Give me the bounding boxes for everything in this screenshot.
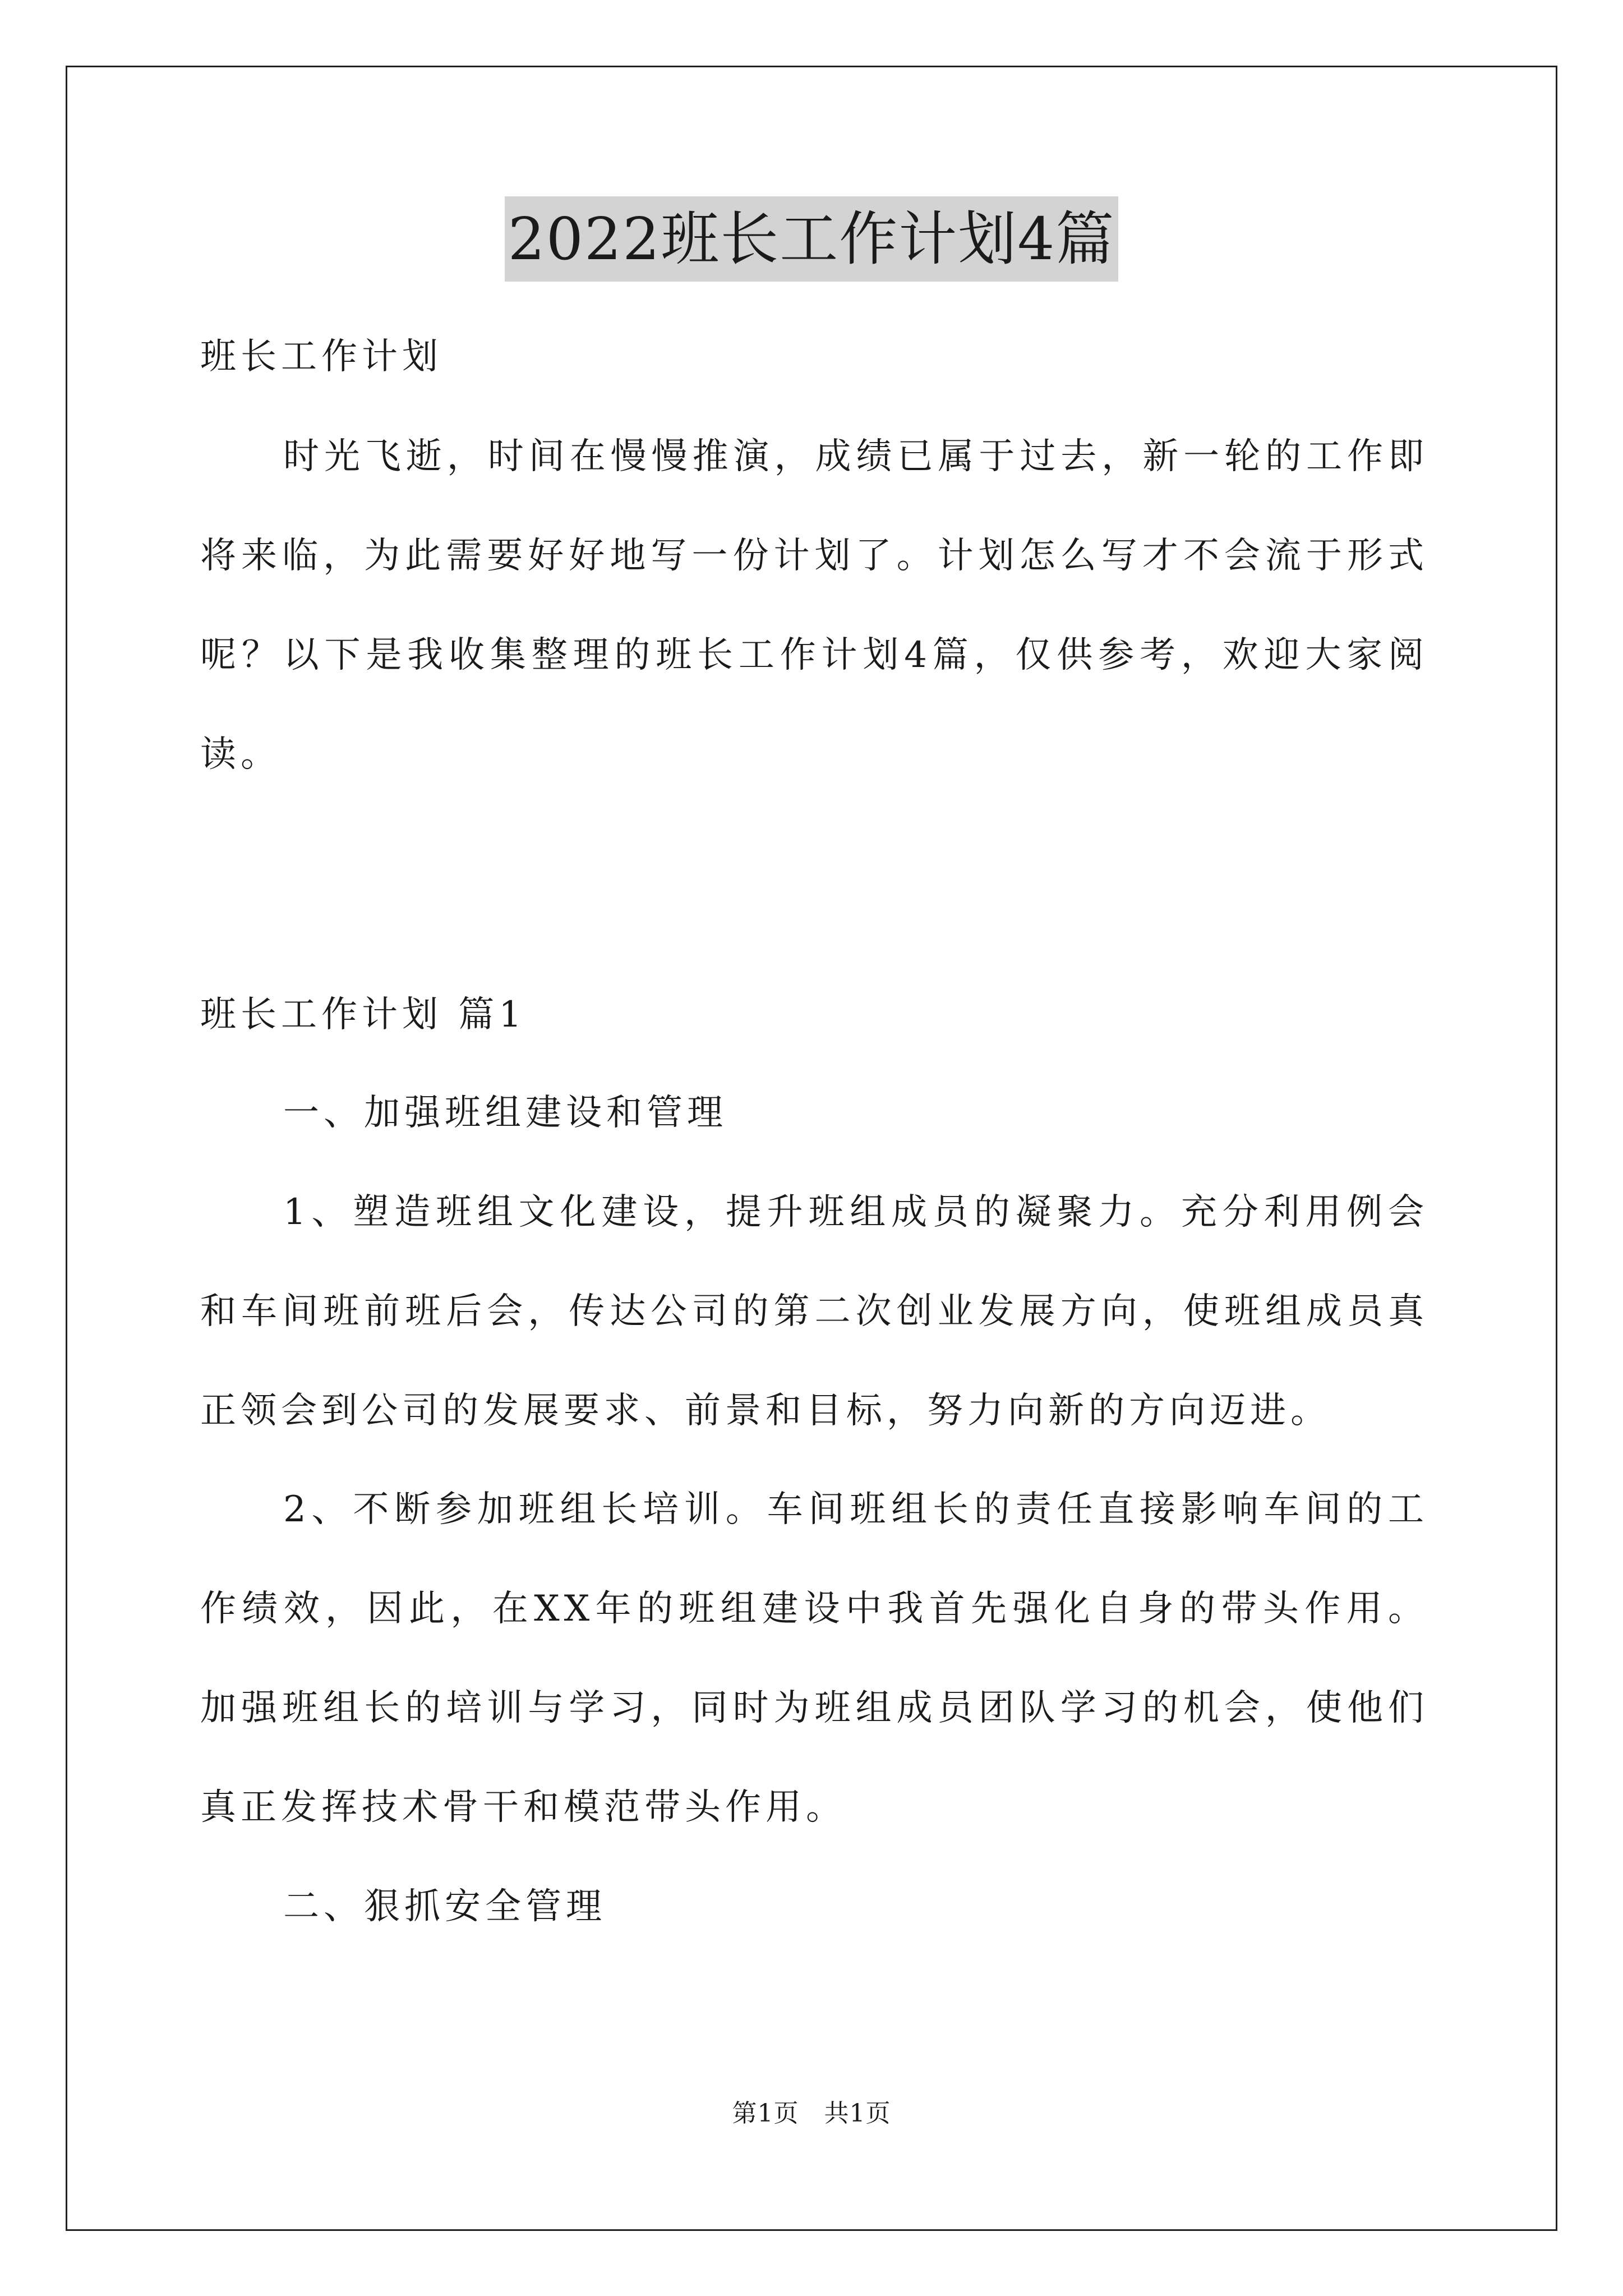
list-item-2: 2、不断参加班组长培训。车间班组长的责任直接影响车间的工作绩效，因此，在XX年的班组建设中我首先强化自身的带头作用。加强班组长的培训与学习，同时为班组成员团队学习的机会，使他们真正发挥技术骨干和模范带头作用。 xyxy=(200,1489,1428,1828)
subsection-heading-2: 二、狠抓安全管理 xyxy=(283,1886,606,1927)
intro-heading: 班长工作计划 xyxy=(200,336,442,378)
section-heading: 班长工作计划 篇1 xyxy=(200,994,527,1036)
list-item-1: 1、塑造班组文化建设，提升班组成员的凝聚力。充分利用例会和车间班前班后会，传达公司的第二次创业发展方向，使班组成员真正领会到公司的发展要求、前景和目标，努力向新的方向迈进。 xyxy=(200,1191,1428,1432)
intro-paragraph: 时光飞逝，时间在慢慢推演，成绩已属于过去，新一轮的工作即将来临，为此需要好好地写一份计划了。计划怎么写才不会流于形式呢？以下是我收集整理的班长工作计划4篇，仅供参考，欢迎大家阅读。 xyxy=(200,436,1428,775)
subsection-heading-1: 一、加强班组建设和管理 xyxy=(283,1092,727,1134)
page-footer: 第1页 共1页 xyxy=(732,2099,891,2128)
title-wrapper xyxy=(0,196,1623,282)
document-title: 2022班长工作计划4篇 xyxy=(505,196,1119,282)
